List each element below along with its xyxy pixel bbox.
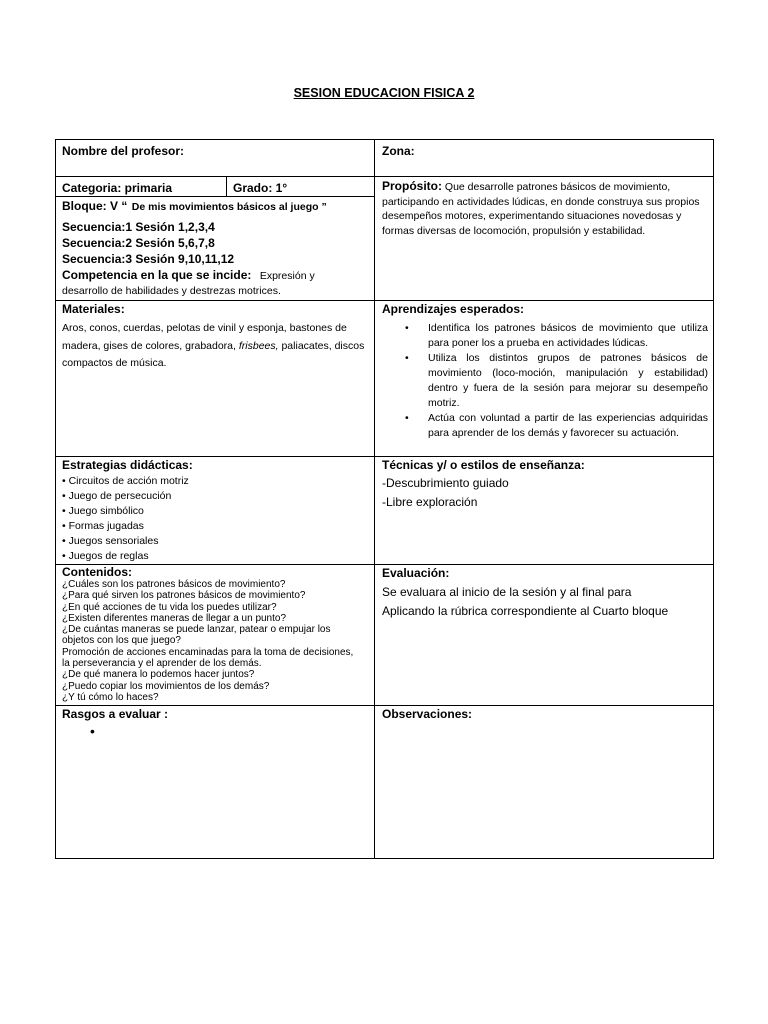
contenido-line: ¿En qué acciones de tu vida los puedes utilizar?	[62, 601, 277, 613]
bullet-icon: •	[90, 723, 95, 739]
bloque-cell	[62, 198, 370, 300]
proposito-cell	[382, 179, 706, 297]
contenido-line: ¿Y tú cómo lo haces?	[62, 691, 159, 703]
materiales-text	[62, 320, 368, 373]
estrategia-item: • Circuitos de acción motriz	[62, 475, 189, 487]
session-table	[55, 139, 714, 859]
categoria-cell	[62, 179, 222, 196]
proposito-label: Propósito:	[382, 179, 442, 193]
secuencia-1: Secuencia:1 Sesión 1,2,3,4	[62, 220, 215, 234]
observaciones-label: Observaciones:	[382, 707, 473, 721]
materiales-value-b: frisbees,	[238, 339, 279, 352]
competencia-value-1: Expresión y	[259, 270, 315, 282]
tecnica-item: -Descubrimiento guiado	[382, 476, 509, 490]
tecnicas-cell	[382, 458, 708, 562]
estrategia-item: • Juegos de reglas	[62, 550, 149, 562]
bloque-value: De mis movimientos básicos al juego ”	[131, 201, 327, 213]
document-title: SESION EDUCACION FISICA 2	[293, 86, 475, 100]
bullet-icon: •	[405, 352, 409, 364]
profesor-cell	[62, 142, 362, 172]
competencia-value-2: desarrollo de habilidades y destrezas motrices.	[62, 285, 281, 297]
grado-cell	[233, 179, 371, 196]
zona-label: Zona:	[382, 144, 415, 158]
contenidos-label: Contenidos:	[62, 566, 132, 579]
contenido-line: ¿Existen diferentes maneras de llegar a un punto?	[62, 612, 287, 624]
rasgos-label: Rasgos a evaluar :	[62, 707, 169, 721]
aprendizajes-cell	[382, 302, 708, 454]
tecnica-item: -Libre exploración	[382, 495, 478, 509]
estrategia-item: • Juegos sensoriales	[62, 535, 159, 547]
estrategia-item: • Juego de persecución	[62, 490, 172, 502]
estrategia-item: • Juego simbólico	[62, 505, 144, 517]
zona-cell	[382, 142, 702, 172]
bullet-icon: •	[405, 412, 409, 424]
competencia-label: Competencia en la que se incide:	[62, 268, 252, 282]
contenidos-cell	[62, 566, 372, 705]
contenido-line: objetos con los que juego?	[62, 635, 181, 647]
bloque-label: Bloque: V “	[62, 199, 128, 213]
grado-label: Grado: 1°	[233, 181, 288, 195]
proposito-value: Que desarrolle patrones básicos de movimiento, participando en actividades lúdicas, en donde construya sus propios desempeños motores, experimentando situaciones novedosas y formas diversas de locomoción, propulsión y estabilidad.	[382, 181, 700, 237]
contenido-line: Promoción de acciones encaminadas para la toma de decisiones,	[62, 646, 354, 658]
estrategias-cell	[62, 458, 368, 564]
evaluacion-label: Evaluación:	[382, 566, 450, 580]
profesor-label: Nombre del profesor:	[62, 144, 185, 158]
aprendizajes-label: Aprendizajes esperados:	[382, 302, 525, 316]
bullet-icon: •	[405, 322, 409, 334]
evaluacion-line: Aplicando la rúbrica correspondiente al Cuarto bloque	[382, 604, 669, 618]
categoria-label: Categoria: primaria	[62, 181, 173, 195]
estrategias-label: Estrategias didácticas:	[62, 458, 193, 472]
materiales-label: Materiales:	[62, 302, 125, 316]
secuencia-2: Secuencia:2 Sesión 5,6,7,8	[62, 236, 215, 250]
contenido-line: ¿Cuáles son los patrones básicos de movimiento?	[62, 579, 286, 590]
tecnicas-label: Técnicas y/ o estilos de enseñanza:	[382, 458, 585, 472]
estrategia-item: • Formas jugadas	[62, 520, 144, 532]
contenido-line: ¿Puedo copiar los movimientos de los demás?	[62, 680, 270, 692]
aprendizaje-item: • Actúa con voluntad a partir de las experiencias adquiridas para aprender de los demás y favorecer su actuación.	[405, 412, 708, 439]
secuencia-3: Secuencia:3 Sesión 9,10,11,12	[62, 252, 235, 266]
aprendizaje-item: • Identifica los patrones básicos de movimiento que utiliza para poner los a prueba en actividades lúdicas.	[405, 322, 708, 349]
materiales-value-a: Aros, conos, cuerdas, pelotas de vinil y esponja, bastones de madera, gises de colores, grabadora,	[62, 322, 347, 352]
contenido-line: ¿De cuántas maneras se puede lanzar, patear o empujar los	[62, 624, 331, 636]
observaciones-cell	[382, 707, 708, 855]
contenido-line: ¿De qué manera lo podemos hacer juntos?	[62, 669, 255, 681]
rasgos-cell	[62, 707, 368, 855]
contenido-line: ¿Para qué sirven los patrones básicos de movimiento?	[62, 590, 306, 602]
evaluacion-line: Se evaluara al inicio de la sesión y al final para	[382, 585, 632, 599]
materiales-cell	[62, 302, 368, 452]
contenido-line: la perseverancia y el aprender de los demás.	[62, 658, 262, 670]
aprendizaje-item: • Utiliza los distintos grupos de patrones básicos de movimiento (loco-moción, manipulación y estabilidad) dentro y fuera de la sesión para mejorar su desempeño motriz.	[405, 352, 708, 409]
evaluacion-cell	[382, 566, 708, 703]
materiales-value-c: paliacates, discos compactos de música.	[62, 339, 365, 369]
